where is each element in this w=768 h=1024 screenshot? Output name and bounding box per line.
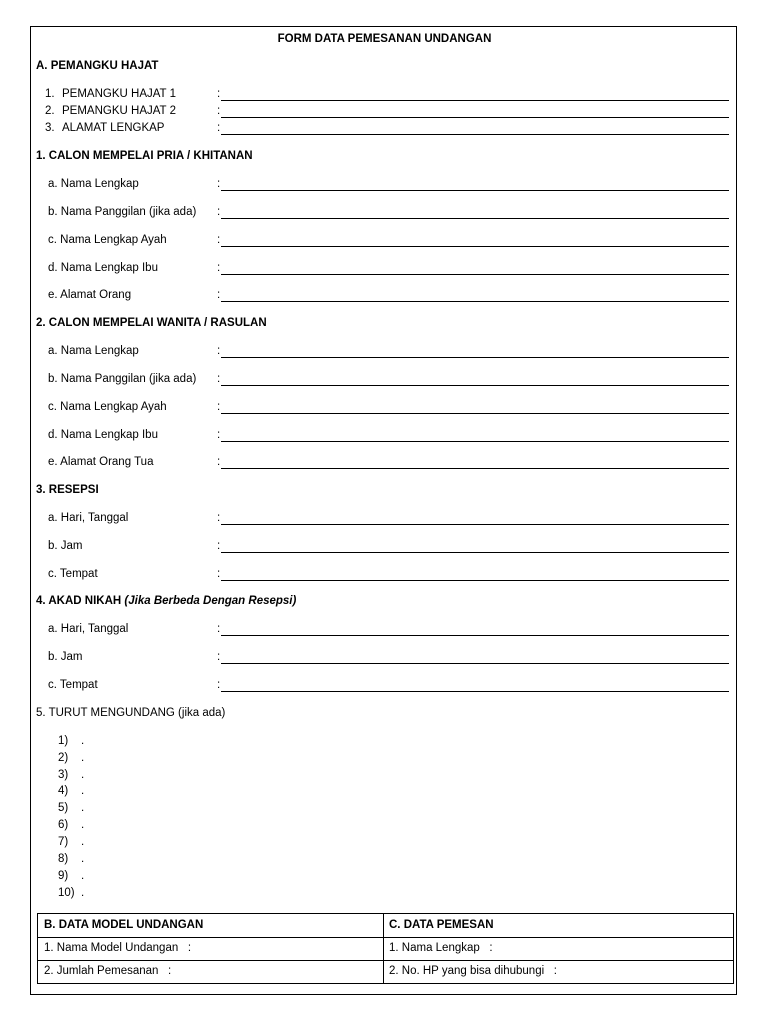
section-a-item-num: 2.	[45, 105, 55, 117]
list-item: 6) .	[58, 819, 85, 831]
section-a-item-label: ALAMAT LENGKAP	[62, 122, 165, 134]
fill-line[interactable]	[221, 357, 729, 358]
section-a-heading: A. PEMANGKU HAJAT	[36, 60, 159, 72]
colon: :	[217, 401, 221, 413]
fill-line[interactable]	[221, 218, 729, 219]
list-item: 5) .	[58, 802, 85, 814]
colon: :	[217, 456, 221, 468]
table-row	[38, 914, 733, 937]
field-label: b. Jam	[48, 540, 83, 552]
colon: :	[217, 88, 221, 100]
fill-line[interactable]	[221, 385, 729, 386]
fill-line[interactable]	[221, 117, 729, 118]
table-row	[38, 937, 733, 960]
section-a-item-label: PEMANGKU HAJAT 2	[62, 105, 176, 117]
fill-line[interactable]	[221, 635, 729, 636]
fill-line[interactable]	[221, 663, 729, 664]
field-label: c. Nama Lengkap Ayah	[48, 401, 167, 413]
list-item: 7) .	[58, 836, 85, 848]
list-item: 8) .	[58, 853, 85, 865]
list-item: 10) .	[58, 887, 85, 899]
table-cell[interactable]: 1. Nama Lengkap :	[389, 942, 493, 954]
colon: :	[217, 206, 221, 218]
section-4-heading	[36, 594, 296, 608]
colon: :	[217, 289, 221, 301]
fill-line[interactable]	[221, 580, 729, 581]
section-4-title: 4. AKAD NIKAH	[36, 595, 122, 607]
list-item: 1) .	[58, 735, 85, 747]
list-item: 3) .	[58, 769, 85, 781]
section-a-item-num: 1.	[45, 88, 55, 100]
colon: :	[217, 429, 221, 441]
colon: :	[217, 623, 221, 635]
table-cell[interactable]: 2. Jumlah Pemesanan :	[44, 965, 172, 977]
section-a-item-num: 3.	[45, 122, 55, 134]
fill-line[interactable]	[221, 691, 729, 692]
colon: :	[217, 679, 221, 691]
field-label: c. Nama Lengkap Ayah	[48, 234, 167, 246]
list-item: 4) .	[58, 785, 85, 797]
fill-line[interactable]	[221, 246, 729, 247]
field-label: e. Alamat Orang Tua	[48, 456, 154, 468]
field-label: c. Tempat	[48, 679, 98, 691]
form-page	[30, 26, 737, 995]
colon: :	[217, 512, 221, 524]
colon: :	[217, 105, 221, 117]
form-title: FORM DATA PEMESANAN UNDANGAN	[277, 33, 492, 45]
table-heading-model: B. DATA MODEL UNDANGAN	[44, 919, 204, 931]
field-label: a. Nama Lengkap	[48, 178, 139, 190]
table-cell[interactable]: 1. Nama Model Undangan :	[44, 942, 192, 954]
field-label: b. Jam	[48, 651, 83, 663]
field-label: d. Nama Lengkap Ibu	[48, 429, 158, 441]
colon: :	[217, 178, 221, 190]
fill-line[interactable]	[221, 552, 729, 553]
field-label: b. Nama Panggilan (jika ada)	[48, 206, 197, 218]
field-label: b. Nama Panggilan (jika ada)	[48, 373, 197, 385]
fill-line[interactable]	[221, 468, 729, 469]
fill-line[interactable]	[221, 134, 729, 135]
fill-line[interactable]	[221, 190, 729, 191]
colon: :	[217, 373, 221, 385]
field-label: a. Hari, Tanggal	[48, 512, 129, 524]
field-label: c. Tempat	[48, 568, 98, 580]
colon: :	[217, 568, 221, 580]
field-label: e. Alamat Orang	[48, 289, 132, 301]
field-label: d. Nama Lengkap Ibu	[48, 262, 158, 274]
section-2-heading: 2. CALON MEMPELAI WANITA / RASULAN	[36, 317, 267, 329]
section-a-item-label: PEMANGKU HAJAT 1	[62, 88, 176, 100]
table-cell[interactable]: 2. No. HP yang bisa dihubungi :	[389, 965, 557, 977]
fill-line[interactable]	[221, 441, 729, 442]
fill-line[interactable]	[221, 524, 729, 525]
colon: :	[217, 122, 221, 134]
fill-line[interactable]	[221, 413, 729, 414]
section-5-heading: 5. TURUT MENGUNDANG (jika ada)	[36, 707, 226, 719]
list-item: 2) .	[58, 752, 85, 764]
colon: :	[217, 651, 221, 663]
section-3-heading: 3. RESEPSI	[36, 484, 99, 496]
field-label: a. Hari, Tanggal	[48, 623, 129, 635]
colon: :	[217, 262, 221, 274]
table-heading-pemesan: C. DATA PEMESAN	[389, 919, 494, 931]
field-label: a. Nama Lengkap	[48, 345, 139, 357]
fill-line[interactable]	[221, 100, 729, 101]
colon: :	[217, 540, 221, 552]
fill-line[interactable]	[221, 301, 729, 302]
table-row	[38, 960, 733, 983]
colon: :	[217, 345, 221, 357]
colon: :	[217, 234, 221, 246]
list-item: 9) .	[58, 870, 85, 882]
section-1-heading: 1. CALON MEMPELAI PRIA / KHITANAN	[36, 150, 253, 162]
fill-line[interactable]	[221, 274, 729, 275]
bottom-table	[37, 913, 734, 984]
section-4-note: (Jika Berbeda Dengan Resepsi)	[124, 595, 297, 607]
